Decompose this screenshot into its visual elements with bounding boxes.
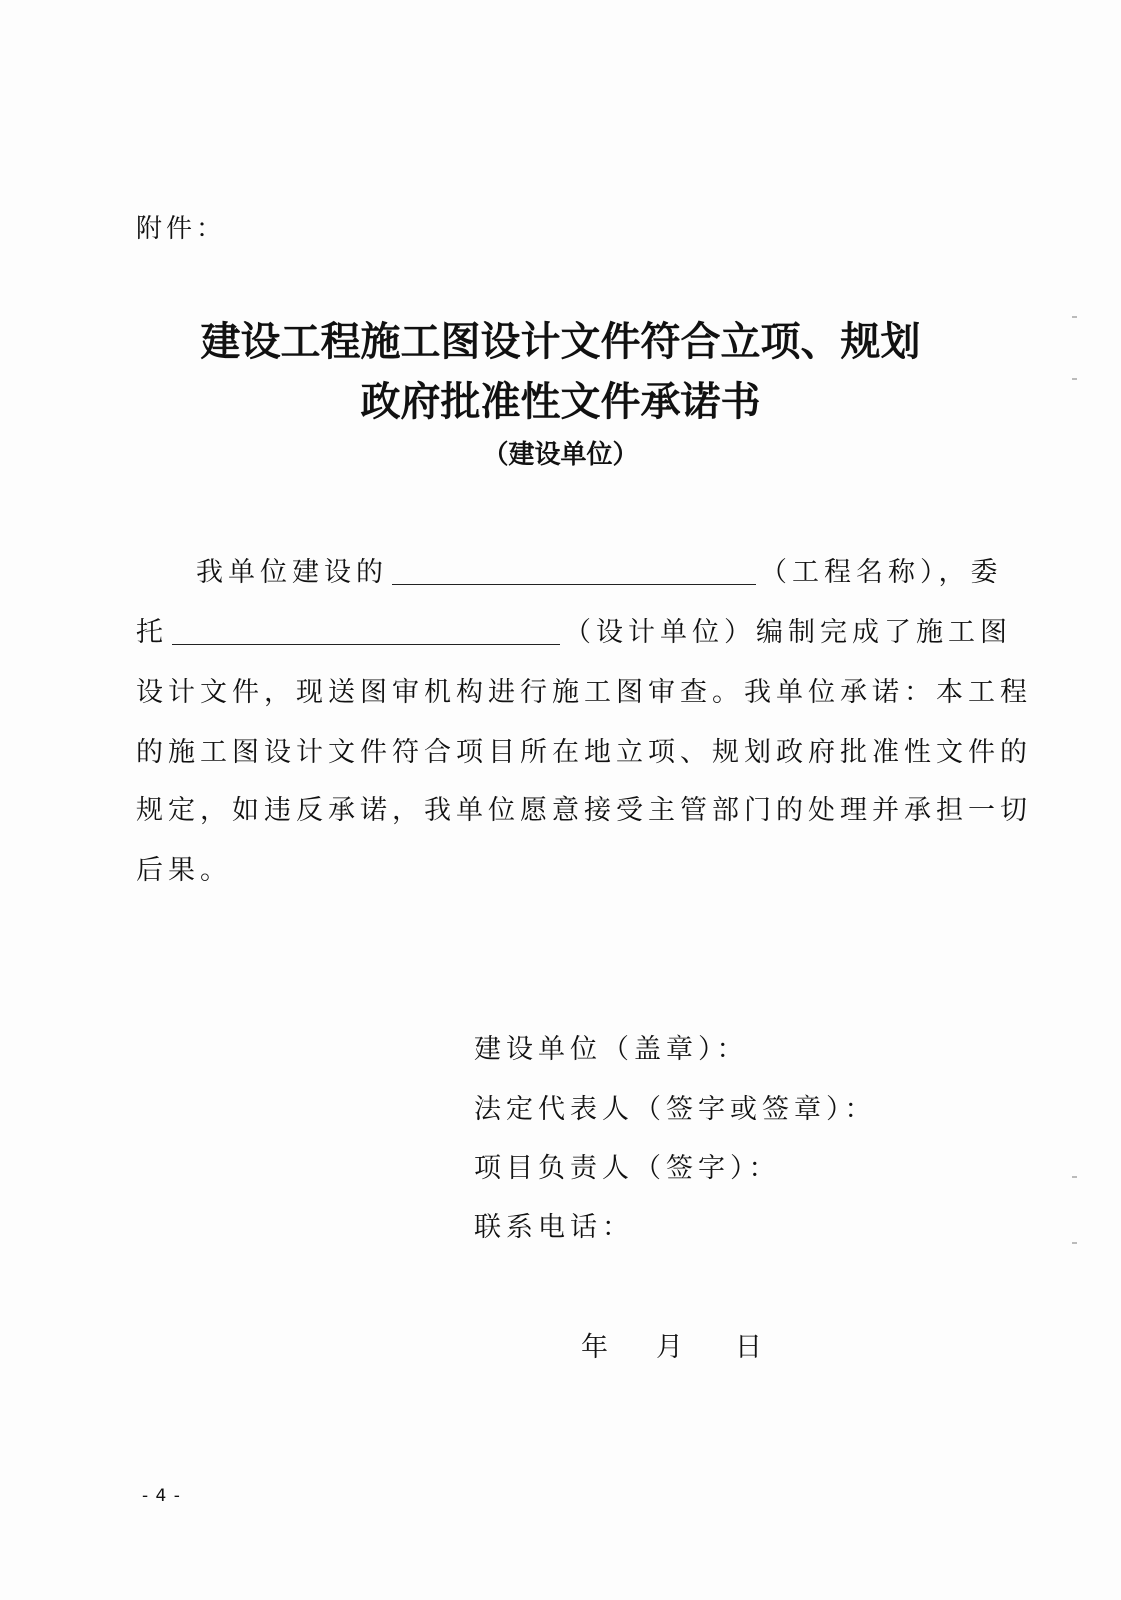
body-paragraph-line-6: 后果。 (136, 855, 232, 886)
body-paragraph-line-2 (136, 610, 1012, 649)
entrust-text: 托 (136, 617, 168, 648)
construction-unit-seal-label: 建设单位（盖章）： (474, 1034, 749, 1065)
project-intro-text: 我单位建设的 (196, 557, 388, 588)
scan-artifact (1072, 316, 1077, 318)
scan-artifact (1072, 1176, 1077, 1178)
contact-phone-label: 联系电话： (474, 1212, 634, 1243)
date-day-label: 日 (735, 1332, 762, 1363)
project-lead-label: 项目负责人（签字）： (474, 1153, 781, 1184)
body-paragraph-line-4: 的施工图设计文件符合项目所在地立项、规划政府批准性文件的 (136, 737, 1032, 768)
date-month-label: 月 (656, 1332, 683, 1363)
legal-representative-label: 法定代表人（签字或签章）： (474, 1094, 877, 1125)
attachment-label: 附件： (136, 214, 227, 244)
project-name-blank[interactable] (392, 556, 756, 585)
body-paragraph-line-3: 设计文件，现送图审机构进行施工图审查。我单位承诺：本工程 (136, 677, 1032, 708)
document-title-line-1: 建设工程施工图设计文件符合立项、规划 (200, 319, 921, 365)
page-number: - 4 - (142, 1486, 181, 1506)
scan-artifact (1072, 1242, 1077, 1244)
body-paragraph-line-5: 规定，如违反承诺，我单位愿意接受主管部门的处理并承担一切 (136, 795, 1032, 826)
design-unit-blank[interactable] (172, 616, 560, 645)
scan-artifact (1072, 378, 1077, 380)
body-paragraph-line-1 (196, 550, 1003, 589)
document-subtitle: （建设单位） (482, 440, 639, 470)
design-unit-label: （设计单位）编制完成了施工图 (564, 617, 1012, 648)
project-name-label: （工程名称），委 (760, 557, 1003, 588)
date-year-label: 年 (581, 1332, 608, 1363)
document-title-line-2: 政府批准性文件承诺书 (360, 379, 761, 425)
